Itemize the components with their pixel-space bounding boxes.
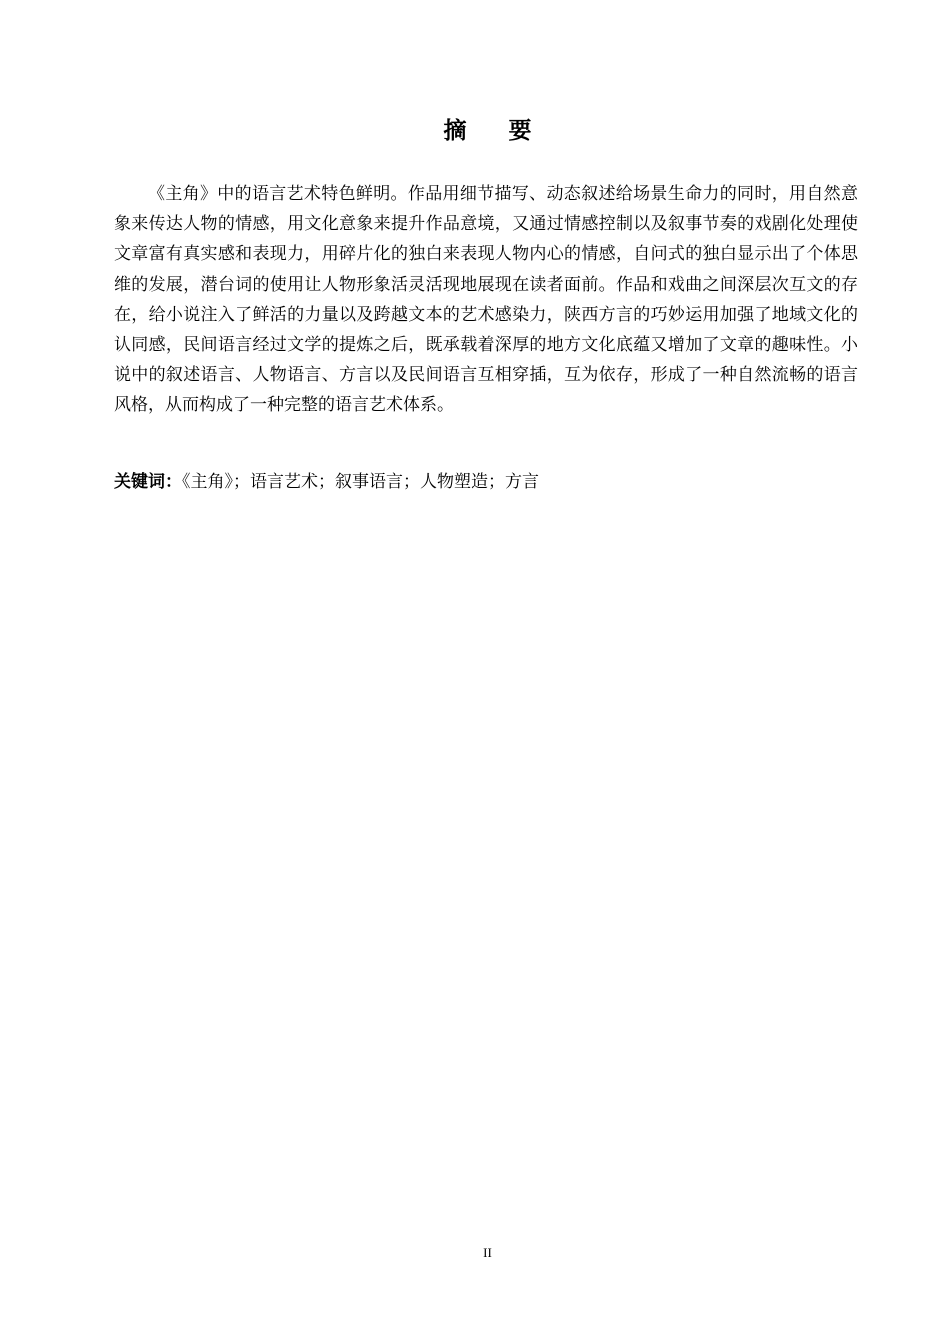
abstract-title-char-1: 摘 <box>443 118 467 144</box>
abstract-title <box>0 115 950 147</box>
keywords-label: 关键词： <box>114 472 182 492</box>
abstract-body: 《主角》中的语言艺术特色鲜明。作品用细节描写、动态叙述给场景生命力的同时，用自然意象来传达人物的情感，用文化意象来提升作品意境，又通过情感控制以及叙事节奏的戏剧化处理使文章富有真实感和表现力，用碎片化的独白来表现人物内心的情感，自问式的独白显示出了个体思维的发展，潜台词的使用让人物形象活灵活现地展现在读者面前。作品和戏曲之间深层次互文的存在，给小说注入了鲜活的力量以及跨越文本的艺术感染力，陕西方言的巧妙运用加强了地域文化的认同感，民间语言经过文学的提炼之后，既承载着深厚的地方文化底蕴又增加了文章的趣味性。小说中的叙述语言、人物语言、方言以及民间语言互相穿插，互为依存，形成了一种自然流畅的语言风格，从而构成了一种完整的语言艺术体系。 <box>114 184 858 416</box>
page-number: II <box>483 1245 492 1260</box>
abstract-title-char-2: 要 <box>508 118 532 144</box>
keywords-text: 《主角》；语言艺术；叙事语言；人物塑造；方言 <box>182 472 539 492</box>
keywords-line <box>114 467 858 497</box>
